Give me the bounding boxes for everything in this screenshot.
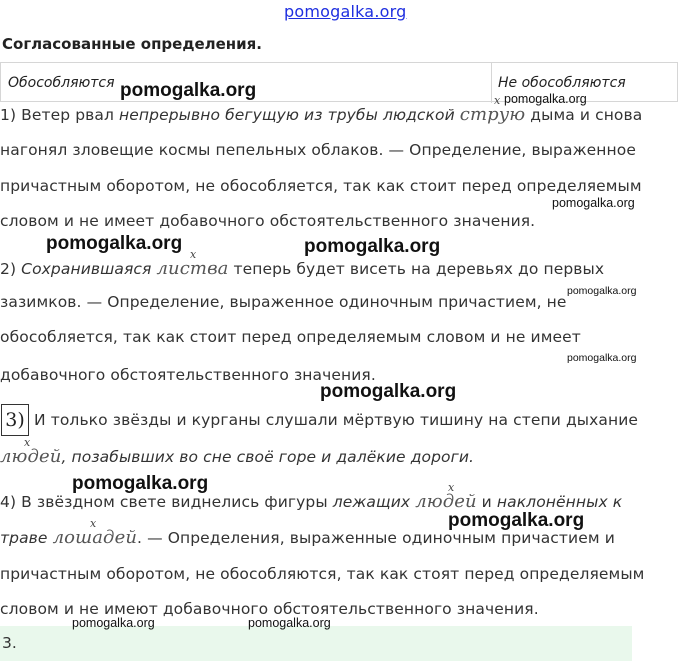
item-1-line-4: словом и не имеет добавочного обстоятельственного значения. [0,212,536,230]
watermark: pomogalka.org [120,80,257,101]
x-mark: x [24,436,31,449]
watermark: pomogalka.org [248,616,331,630]
watermark: pomogalka.org [304,236,441,257]
watermark: pomogalka.org [72,616,155,630]
defined-word: людей [0,446,62,467]
item-1-line-1 [0,104,642,125]
item-4-line-4: словом и не имеют добавочного обстоятельственного значения. [0,600,539,618]
defined-word: струю [459,104,526,125]
defined-word: листва [156,258,229,279]
text: 2) [0,260,22,278]
watermark: pomogalka.org [448,510,585,531]
watermark: pomogalka.org [504,92,587,106]
defined-word: лошадей [52,527,138,548]
x-mark: x [494,94,501,107]
watermark: pomogalka.org [567,352,637,364]
watermark: pomogalka.org [552,196,635,210]
watermark: pomogalka.org [320,381,457,402]
item-4-line-3: причастным оборотом, не обособляются, так как стоят перед определяемым [0,565,645,583]
text: . — Определения, выраженные одиночным причастием и [137,529,615,547]
participle: Сохранившаяся [21,260,152,278]
item-2-line-1 [0,258,604,279]
participial-phrase: наклонённых к [496,493,623,511]
text: 4) В звёздном свете виднелись фигуры [0,493,333,511]
defined-word: людей [415,491,477,512]
table-header-not-isolated: Не обособляются [498,75,626,91]
table-header-isolated: Обособляются [8,75,115,91]
text: теперь будет висеть на деревьях до первых [228,260,605,278]
section-heading: Согласованные определения. [2,35,262,53]
participle: лежащих [332,493,411,511]
table-divider [491,63,492,103]
item-2-line-2: зазимков. — Определение, выраженное одиночным причастием, не [0,293,567,311]
x-mark: x [190,248,197,261]
item-3-number: 3) [1,404,29,436]
text: 1) Ветер рвал [0,106,120,124]
item-3-line-1: И только звёзды и курганы слушали мёртвую тишину на степи дыхание [34,411,639,429]
watermark: pomogalka.org [567,285,637,297]
x-mark: x [448,481,455,494]
item-1-line-2: нагонял зловещие космы пепельных облаков. — Определение, выраженное [0,141,636,159]
watermark: pomogalka.org [46,233,183,254]
text: и [476,493,497,511]
watermark: pomogalka.org [72,473,209,494]
participial-phrase-end: траве [0,529,48,547]
participial-phrase: , позабывших во сне своё горе и далёкие дороги. [61,448,475,466]
answer-highlight [0,626,632,661]
participial-phrase: непрерывно бегущую из трубы людской [119,106,455,124]
item-2-line-3: обособляется, так как стоит перед определяемым словом и не имеет [0,328,581,346]
item-1-line-3: причастным оборотом, не обособляется, так как стоит перед определяемым [0,177,642,195]
answer-number: 3. [2,634,17,652]
item-2-line-4: добавочного обстоятельственного значения. [0,366,376,384]
x-mark: x [90,517,97,530]
item-3-line-2 [0,446,474,467]
text: дыма и снова [525,106,643,124]
site-link[interactable]: pomogalka.org [284,2,407,21]
